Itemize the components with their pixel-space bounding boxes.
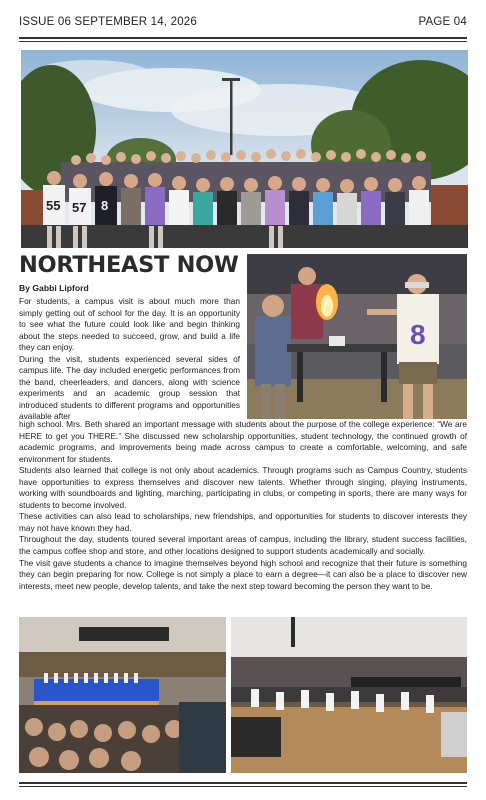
group-photo xyxy=(21,50,468,248)
article-text-column xyxy=(19,296,240,423)
jersey-number-57: 57 xyxy=(72,200,87,215)
page-number: PAGE 04 xyxy=(418,16,467,28)
jersey-number-55: 55 xyxy=(46,198,61,213)
gym-photo-right xyxy=(231,617,467,773)
paragraph-6: The visit gave students a chance to imagine themselves beyond high school and recognize that their future is something they can begin preparing for now. College is not simply a place to earn a degree—it can also be a place to discover new interests, meet new people, develop talents, and take the next step toward becoming the person they want to be. xyxy=(19,557,467,591)
paragraph-4: These activities can also lead to scholarships, new friendships, and opportunities for students to discover interests they may not have known they had. xyxy=(19,511,467,533)
gym-photo-left xyxy=(19,617,226,773)
paragraph-2-start: During the visit, students experienced several sides of campus life. The day included energetic performances from the band, cheerleaders, and dancers, along with science experiments and an academic group session that introduced students to different programs and opportunities available after xyxy=(19,353,240,422)
article-byline: By Gabbi Lipford xyxy=(19,283,89,293)
paragraph-5: Throughout the day, students toured several important areas of campus, including the library, student success facilities, the campus coffee shop and store, and other locations designed to support students academically and socially. xyxy=(19,534,467,557)
paragraph-1: For students, a campus visit is about much more than simply getting out of school for the day. It is an opportunity to see what the future could look like and begin thinking about the steps needed to succeed, grow, and build a life they can enjoy. xyxy=(19,296,240,353)
header-divider xyxy=(19,37,467,42)
jersey-number-8: 8 xyxy=(101,198,109,213)
page-header xyxy=(19,12,467,32)
paragraph-2-end: high school. Mrs. Beth shared an important message with students about the purpose of the college experience: “We are HERE to get you THERE.” She discussed new scholarship opportunities, student technology, the continued growth of academic programs, and improvements being made across campus to create a comfortable, welcoming, and safe environment for students. xyxy=(19,419,467,464)
issue-date: ISSUE 06 SEPTEMBER 14, 2026 xyxy=(19,16,197,28)
article-headline: NORTHEAST NOW xyxy=(19,252,239,278)
paragraph-3: Students also learned that college is not only about academics. Through programs such as Campus Country, students have opportunities to express themselves and discover new talents. Whether through singing, playing instruments, working with soundboards and lighting, marching, participating in clubs, or competing in sports, there are many ways for students to become involved. xyxy=(19,465,467,510)
footer-divider xyxy=(19,782,467,787)
article-text-full xyxy=(19,419,467,592)
experiment-photo xyxy=(247,254,467,419)
experiment-jersey-number: 8 xyxy=(410,319,426,350)
